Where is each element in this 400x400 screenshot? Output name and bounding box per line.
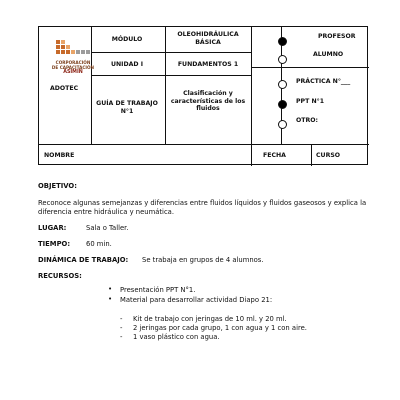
lugar-label: LUGAR: xyxy=(38,224,67,232)
ppt-radio[interactable] xyxy=(278,100,287,109)
bullet-icon: • xyxy=(108,285,113,293)
guia-value: Clasificación y características de los fluidos xyxy=(170,90,246,112)
subitem: Kit de trabajo con jeringas de 10 ml. y 20 ml. xyxy=(133,315,287,323)
modulo-value: OLEOHIDRÁULICA BÁSICA xyxy=(177,31,239,46)
recurso-item: Material para desarrollar actividad Diapo 21: xyxy=(120,296,273,304)
unidad-value: FUNDAMENTOS 1 xyxy=(177,61,239,68)
otro-radio[interactable] xyxy=(278,120,287,129)
tiempo-value: 60 min. xyxy=(86,240,112,248)
bullet-icon: • xyxy=(108,295,113,303)
logo-brand: ASIMIN xyxy=(63,70,83,75)
objetivo-text-line2: diferencia entre hidráulica y neumática. xyxy=(38,208,175,216)
dinamica-value: Se trabaja en grupos de 4 alumnos. xyxy=(142,256,264,264)
org-name: ADOTEC xyxy=(50,85,79,92)
subitem: 1 vaso plástico con agua. xyxy=(133,333,220,341)
dash-icon: - xyxy=(120,333,123,341)
ppt-label: PPT N°1 xyxy=(296,98,325,105)
profesor-label: PROFESOR xyxy=(318,33,356,40)
alumno-radio[interactable] xyxy=(278,55,287,64)
recurso-item: Presentación PPT N°1. xyxy=(120,286,196,294)
modulo-label: MÓDULO xyxy=(111,36,143,43)
profesor-radio[interactable] xyxy=(278,37,287,46)
lugar-value: Sala o Taller. xyxy=(86,224,129,232)
objetivo-label: OBJETIVO: xyxy=(38,182,77,190)
recursos-label: RECURSOS: xyxy=(38,272,82,280)
alumno-label: ALUMNO xyxy=(313,51,344,58)
curso-label: CURSO xyxy=(316,152,341,159)
objetivo-text-line1: Reconoce algunas semejanzas y diferencias entre fluidos líquidos y fluidos gaseosos y explica la xyxy=(38,199,367,207)
logo-caption-line2: DE CAPACITACIÓN xyxy=(51,65,95,70)
unidad-label: UNIDAD I xyxy=(110,61,144,68)
dinamica-label: DINÁMICA DE TRABAJO: xyxy=(38,256,129,264)
dash-icon: - xyxy=(120,324,123,332)
guia-label: GUÍA DE TRABAJO N°1 xyxy=(96,100,158,115)
logo-caption-line1: CORPORACIÓN xyxy=(55,60,91,65)
practica-radio[interactable] xyxy=(278,80,287,89)
nombre-label: NOMBRE xyxy=(44,152,75,159)
dash-icon: - xyxy=(120,315,123,323)
tiempo-label: TIEMPO: xyxy=(38,240,71,248)
practica-label: PRÁCTICA N°___ xyxy=(296,78,351,85)
fecha-label: FECHA xyxy=(263,152,286,159)
subitem: 2 jeringas por cada grupo, 1 con agua y 1 con aire. xyxy=(133,324,307,332)
otro-label: OTRO: xyxy=(296,117,318,124)
